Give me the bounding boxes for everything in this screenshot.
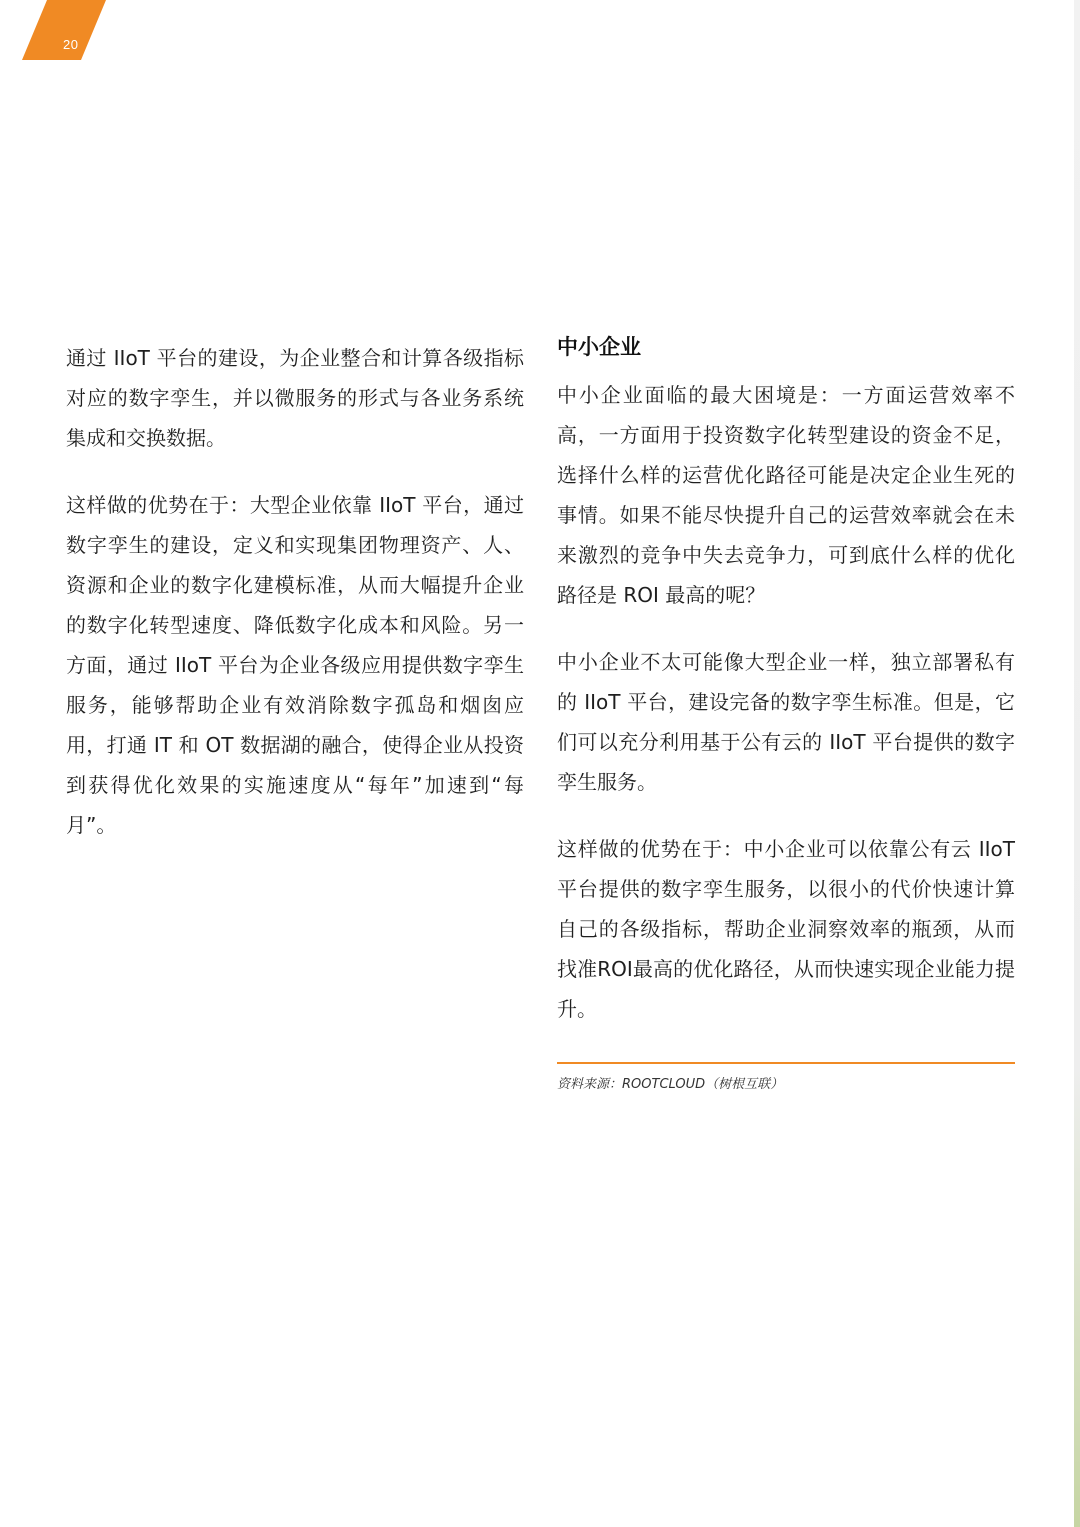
page-tab-shape — [0, 0, 120, 64]
paragraph: 通过 IIoT 平台的建设，为企业整合和计算各级指标对应的数字孪生，并以微服务的形式与各业务系统集成和交换数据。 — [66, 346, 524, 450]
paragraph: 中小企业面临的最大困境是：一方面运营效率不高，一方面用于投资数字化转型建设的资金不足，选择什么样的运营优化路径可能是决定企业生死的事情。如果不能尽快提升自己的运营效率就会在未来激烈的竞争中失去竞争力，可到底什么样的优化路径是 ROI 最高的呢？ — [557, 383, 1015, 607]
paragraph: 这样做的优势在于：中小企业可以依靠公有云 IIoT 平台提供的数字孪生服务，以很小的代价快速计算自己的各级指标，帮助企业洞察效率的瓶颈，从而找准ROI最高的优化路径，从而快速实现企业能力提升。 — [557, 837, 1015, 1021]
right-column — [557, 327, 1015, 1056]
page-edge-decoration — [1074, 0, 1080, 1527]
section-heading: 中小企业 — [557, 335, 641, 359]
left-column — [66, 338, 524, 872]
page-number: 20 — [63, 37, 79, 52]
paragraph: 中小企业不太可能像大型企业一样，独立部署私有的 IIoT 平台，建设完备的数字孪生标准。但是，它们可以充分利用基于公有云的 IIoT 平台提供的数字孪生服务。 — [557, 650, 1015, 794]
source-note: 资料来源：ROOTCLOUD（树根互联） — [557, 1077, 784, 1092]
paragraph: 这样做的优势在于：大型企业依靠 IIoT 平台，通过数字孪生的建设，定义和实现集团物理资产、人、资源和企业的数字化建模标准，从而大幅提升企业的数字化转型速度、降低数字化成本和风险。另一方面，通过 IIoT 平台为企业各级应用提供数字孪生服务，能够帮助企业有效消除数字孤岛和烟囱应用，打通 IT 和 OT 数据湖的融合，使得企业从投资到获得优化效果的实施速度从“每年”加速到“每月”。 — [66, 493, 524, 837]
source-divider — [557, 1062, 1015, 1064]
